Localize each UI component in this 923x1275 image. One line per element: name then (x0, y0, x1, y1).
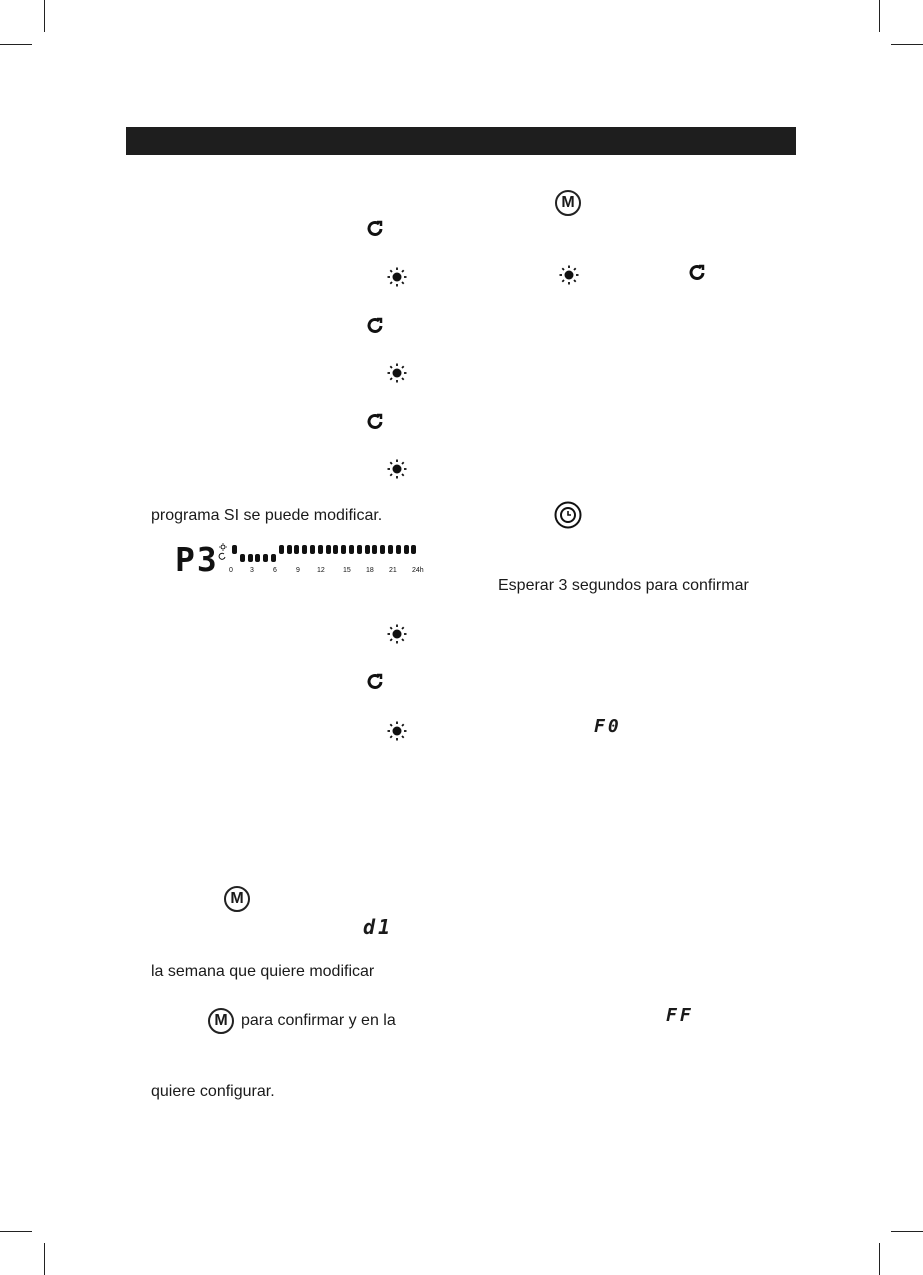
lcd-tick-label: 9 (296, 567, 300, 574)
lcd-hour-bar (232, 545, 237, 554)
lcd-tick-label: 21 (389, 567, 397, 574)
text-quiere-configurar: quiere configurar. (151, 1083, 275, 1100)
lcd-program-display (170, 540, 430, 582)
lcd-hour-bar (349, 545, 354, 554)
crop-mark (44, 0, 45, 32)
comfort-sun-icon (387, 624, 407, 644)
crop-mark (44, 1243, 45, 1275)
text-semana-modificar: la semana que quiere modificar (151, 963, 375, 980)
economy-icon (688, 264, 706, 282)
crop-mark (891, 1231, 923, 1232)
text-programa-modificar: programa SI se puede modificar. (151, 507, 383, 524)
economy-icon (366, 317, 384, 335)
lcd-hour-bar (380, 545, 385, 554)
crop-mark (879, 0, 880, 32)
comfort-sun-icon (387, 459, 407, 479)
economy-icon (366, 220, 384, 238)
lcd-hour-bar (248, 554, 253, 562)
lcd-hour-bar (294, 545, 299, 554)
mode-button-icon: M (555, 190, 581, 216)
lcd-tick-label: 0 (229, 567, 233, 574)
lcd-hour-bar (263, 554, 268, 562)
lcd-tick-label: 18 (366, 567, 374, 574)
lcd-hour-bar (255, 554, 260, 562)
lcd-tick-label: 6 (273, 567, 277, 574)
comfort-sun-icon (559, 265, 579, 285)
lcd-hour-bar (310, 545, 315, 554)
lcd-hour-bar (240, 554, 245, 562)
lcd-mode-icons (218, 543, 228, 563)
display-code-ff: FF (666, 1005, 694, 1026)
clock-icon (554, 501, 582, 529)
lcd-hour-bar (333, 545, 338, 554)
lcd-hour-bar (388, 545, 393, 554)
lcd-hour-bar (287, 545, 292, 554)
comfort-sun-icon (387, 721, 407, 741)
comfort-sun-icon (387, 363, 407, 383)
crop-mark (0, 44, 32, 45)
lcd-hour-bar (326, 545, 331, 554)
text-para-confirmar: para confirmar y en la (241, 1012, 396, 1029)
text-esperar-confirmar: Esperar 3 segundos para confirmar (498, 577, 749, 594)
lcd-hour-bar (372, 545, 377, 554)
section-header-bar (126, 127, 796, 155)
lcd-hour-bar (341, 545, 346, 554)
lcd-hour-bar (271, 554, 276, 562)
mode-button-icon: M (208, 1008, 234, 1034)
lcd-tick-label: 3 (250, 567, 254, 574)
crop-mark (879, 1243, 880, 1275)
lcd-hour-bar (357, 545, 362, 554)
economy-icon (366, 673, 384, 691)
lcd-hour-bars (232, 545, 422, 565)
lcd-hour-bar (411, 545, 416, 554)
economy-icon (366, 413, 384, 431)
lcd-hour-bar (302, 545, 307, 554)
lcd-hour-bar (279, 545, 284, 554)
lcd-tick-label: 24h (412, 567, 424, 574)
lcd-tick-label: 15 (343, 567, 351, 574)
lcd-tick-label: 12 (317, 567, 325, 574)
display-code-d1: d1 (363, 915, 394, 939)
crop-mark (891, 44, 923, 45)
lcd-hour-bar (318, 545, 323, 554)
mode-button-icon: M (224, 886, 250, 912)
display-code-f0: F0 (594, 716, 622, 737)
crop-mark (0, 1231, 32, 1232)
comfort-sun-icon (387, 267, 407, 287)
lcd-hour-bar (396, 545, 401, 554)
lcd-program-code: P3 (175, 540, 219, 579)
lcd-hour-bar (404, 545, 409, 554)
lcd-hour-bar (365, 545, 370, 554)
